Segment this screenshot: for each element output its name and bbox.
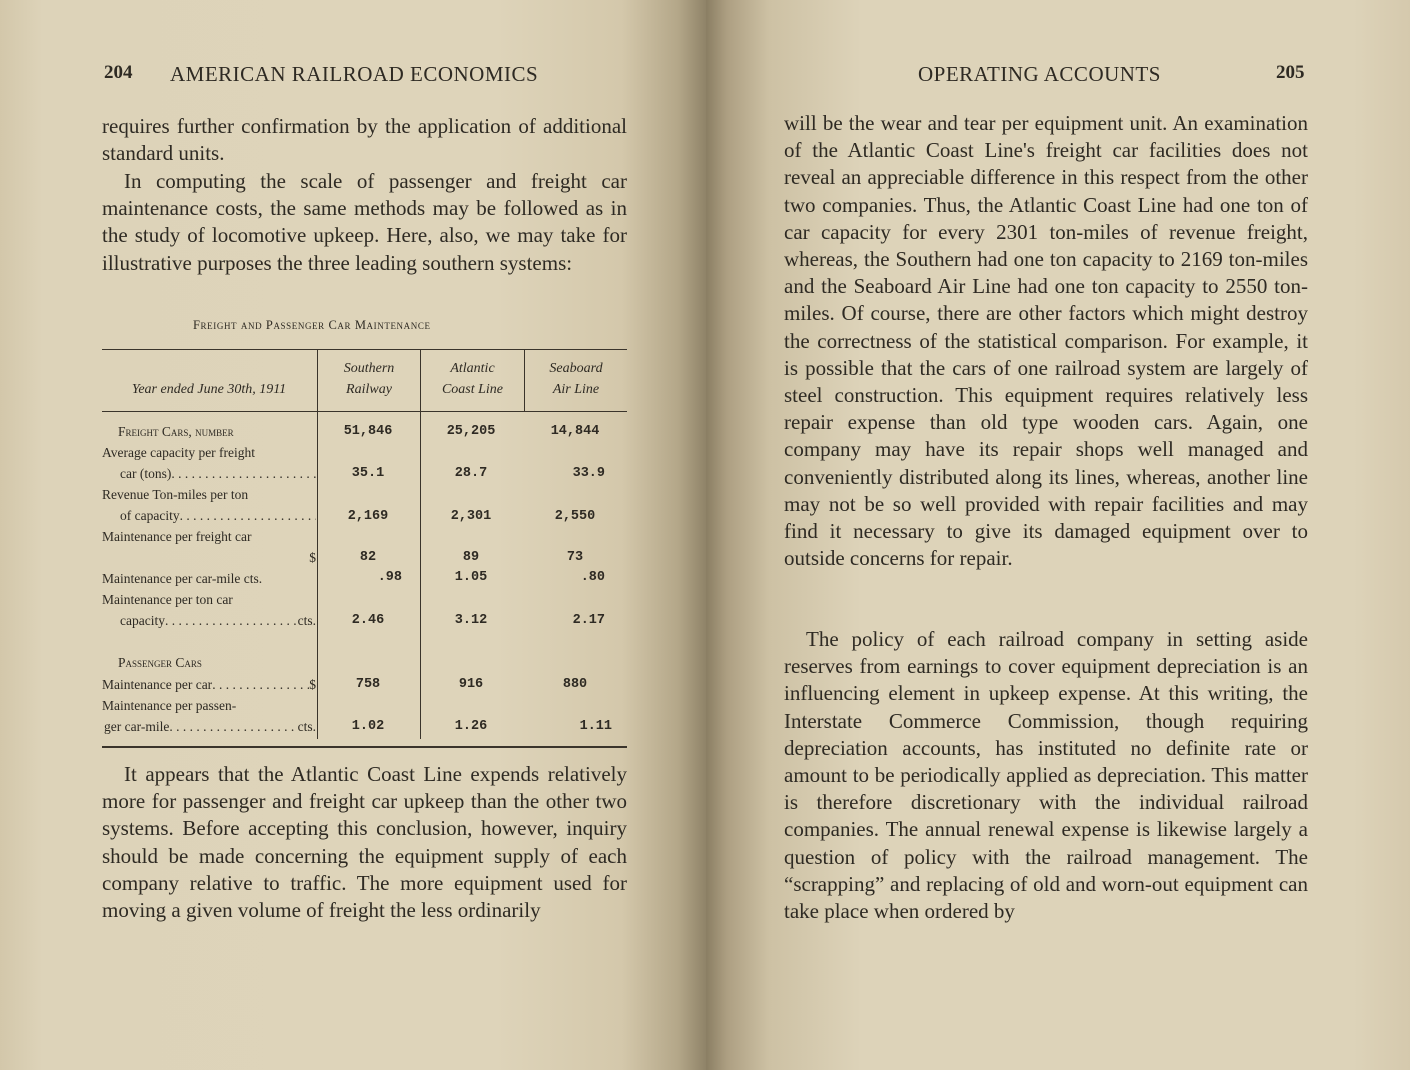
column-header: Seaboard Air Line	[549, 361, 603, 397]
table-cell: 1.02	[351, 719, 385, 734]
maintenance-table	[102, 349, 627, 749]
table-rule	[102, 411, 627, 412]
page-number: 205	[1276, 62, 1305, 83]
table-row-label: Maintenance per ton car capacity . . . cts.	[102, 589, 316, 631]
table-cell: 28.7	[454, 466, 488, 481]
right-page	[706, 0, 1410, 1070]
table-row-label: Average capacity per freight car (tons) . . .	[102, 442, 316, 484]
paragraph: will be the wear and tear per equipment unit. An examination of the Atlantic Coast Line's freight car facilities does not reveal an appreciable difference in this respect from the other two companies. Thus, the Atlantic Coast Line had one ton of car capacity for every 2301 ton-miles of revenue freight, whereas, the Southern had one ton capacity to 2169 ton-miles and the Seaboard Air Line had one ton capacity to 2550 ton-miles. Of course, there are other factors which might destroy the correctness of the statistical comparison. For example, it is possible that the cars of one railroad system are largely of steel construction. This equipment requires relatively less repair expense than old type wooden cars. Again, one company may have its repair shops well managed and conveniently distributed along its lines, whereas, another line may not be so well provided with repair facilities and may find it necessary to give its damaged equipment over to outside concerns for repair.	[784, 111, 1308, 571]
table-cell: 1.11	[579, 719, 612, 734]
table-section-heading: Passenger Cars	[118, 655, 202, 670]
table-cell: 51,846	[343, 424, 393, 439]
table-cell: 1.26	[454, 719, 488, 734]
page-number: 204	[104, 62, 133, 83]
table-row-label: Maintenance per passen- ger car-mile . . . cts.	[102, 695, 316, 737]
table-cell: 2.17	[572, 613, 605, 628]
column-header: Atlantic Coast Line	[441, 361, 504, 397]
table-row-label: Maintenance per car . . . $	[102, 674, 316, 695]
table-cell: 916	[458, 677, 484, 692]
table-rule	[102, 746, 627, 748]
table-cell: 2.46	[351, 613, 385, 628]
table-cell: 82	[359, 550, 377, 565]
table-row-label: Maintenance per car-mile cts.	[102, 571, 263, 586]
table-cell: .80	[580, 570, 605, 585]
table-row-label: Maintenance per freight car $	[102, 529, 316, 565]
table-cell: 73	[566, 550, 584, 565]
table-row-label: Revenue Ton-miles per ton of capacity . . .	[102, 484, 316, 526]
table-cell: 2,169	[347, 509, 389, 524]
table-cell: 2,550	[554, 509, 596, 524]
table-cell: 89	[462, 550, 480, 565]
table-cell: 758	[355, 677, 381, 692]
table-caption: Freight and Passenger Car Maintenance	[193, 318, 431, 332]
column-header: Southern Railway	[343, 361, 395, 397]
paragraph: requires further confirmation by the application of additional standard units.	[102, 114, 627, 166]
running-head: AMERICAN RAILROAD ECONOMICS	[170, 62, 539, 86]
table-cell: 2,301	[450, 509, 492, 524]
running-head: OPERATING ACCOUNTS	[918, 62, 1161, 86]
paragraph: The policy of each railroad company in setting aside reserves from earnings to cover equipment depreciation is an influencing element in upkeep expense. At this writing, the Interstate Commerce Commission, though requiring depreciation accounts, has instituted no definite rate or amount to be periodically applied as depreciation. This matter is therefore discretionary with the individual railroad companies. The annual renewal expense is likewise largely a question of policy with the railroad management. The “scrapping” and replacing of old and worn-out equipment can take place when ordered by	[784, 627, 1308, 924]
paragraph: It appears that the Atlantic Coast Line expends relatively more for passenger and freight car upkeep than the other two systems. Before accepting this conclusion, however, inquiry should be made concerning the equipment supply of each company relative to traffic. The more equipment used for moving a given volume of freight the less ordinarily	[102, 762, 627, 923]
table-cell: 3.12	[454, 613, 488, 628]
table-cell: 25,205	[446, 424, 496, 439]
table-rule	[102, 349, 627, 350]
table-cell: 1.05	[454, 570, 488, 585]
table-cell: 33.9	[572, 466, 605, 481]
paragraph: In computing the scale of passenger and freight car maintenance costs, the same methods may be followed as in the study of locomotive upkeep. Here, also, we may take for illustrative purposes the three leading southern systems:	[102, 169, 627, 275]
table-cell: 14,844	[550, 424, 600, 439]
stub-header: Year ended June 30th, 1911	[131, 382, 287, 397]
table-cell: 880	[562, 677, 588, 692]
table-cell: .98	[377, 570, 402, 585]
table-cell: 35.1	[351, 466, 385, 481]
table-row-label: Freight Cars, number	[118, 424, 234, 439]
